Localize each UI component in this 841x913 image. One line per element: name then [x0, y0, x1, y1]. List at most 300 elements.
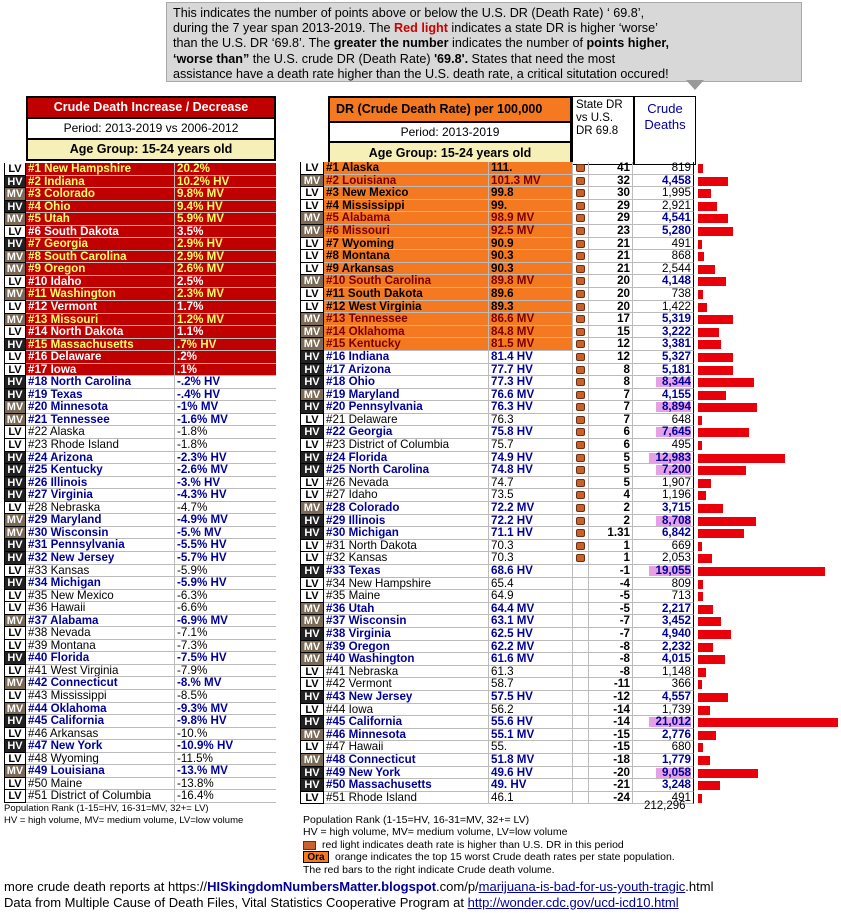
deaths-bar — [698, 227, 733, 236]
footer-report-link[interactable]: marijuana-is-bad-for-us-youth-tragic — [478, 879, 686, 894]
red-light-icon — [576, 227, 585, 235]
right-table-row — [300, 389, 841, 402]
state-name: #12 West Virginia — [324, 301, 488, 314]
deaths-bar — [698, 680, 702, 689]
dr-difference: -5 — [588, 603, 632, 616]
dr-difference: 29 — [588, 212, 632, 225]
volume-badge: LV — [4, 326, 26, 339]
percent-change: .1% — [174, 364, 276, 377]
left-table-row — [4, 426, 276, 439]
crude-deaths-cell — [632, 351, 694, 364]
right-table-row — [300, 678, 841, 691]
dr-difference: 21 — [588, 263, 632, 276]
volume-badge: LV — [4, 351, 26, 364]
light-cell — [572, 414, 588, 427]
right-table-row — [300, 452, 841, 465]
state-name: #42 Vermont — [324, 678, 488, 691]
death-rate: 55. — [488, 741, 572, 754]
dr-difference: 1.31 — [588, 527, 632, 540]
light-cell — [572, 250, 588, 263]
light-cell — [572, 767, 588, 780]
crude-deaths: 1,148 — [661, 664, 691, 678]
volume-badge: HV — [4, 577, 26, 590]
crude-deaths: 868 — [671, 249, 691, 263]
dr-difference: 20 — [588, 275, 632, 288]
light-cell — [572, 439, 588, 452]
deaths-bar — [698, 491, 706, 500]
right-table-row — [300, 225, 841, 238]
state-name: #36 Utah — [324, 603, 488, 616]
light-cell — [572, 716, 588, 729]
volume-badge: HV — [4, 452, 26, 465]
state-name: #16 Delaware — [26, 351, 174, 364]
left-table-row — [4, 351, 276, 364]
page-footer — [4, 879, 713, 911]
volume-badge: LV — [300, 238, 324, 251]
volume-badge: MV — [4, 615, 26, 628]
death-rate: 57.5 HV — [488, 691, 572, 704]
dr-difference: -15 — [588, 729, 632, 742]
death-rate: 90.9 — [488, 238, 572, 251]
death-rate: 70.3 — [488, 540, 572, 553]
death-rate: 72.2 HV — [488, 515, 572, 528]
state-name: #47 New York — [26, 740, 174, 753]
state-name: #11 Washington — [26, 288, 174, 301]
volume-badge: HV — [300, 716, 324, 729]
state-name: #8 South Carolina — [26, 251, 174, 264]
left-table-row — [4, 288, 276, 301]
left-table-title: Crude Death Increase / Decrease — [26, 96, 276, 119]
left-table-row — [4, 314, 276, 327]
percent-change: -7.3% — [174, 640, 276, 653]
death-rate: 64.4 MV — [488, 603, 572, 616]
state-name: #44 Oklahoma — [26, 703, 174, 716]
crude-deaths-cell — [632, 527, 694, 540]
state-name: #19 Texas — [26, 389, 174, 402]
state-name: #14 North Dakota — [26, 326, 174, 339]
state-name: #20 Minnesota — [26, 401, 174, 414]
crude-deaths: 809 — [671, 576, 691, 590]
light-cell — [572, 477, 588, 490]
deaths-bar — [698, 504, 723, 513]
dr-difference: 17 — [588, 313, 632, 326]
state-name: #21 Tennessee — [26, 414, 174, 427]
death-rate: 75.7 — [488, 439, 572, 452]
volume-badge: LV — [4, 426, 26, 439]
crude-deaths: 7,200 — [661, 463, 691, 477]
volume-badge: MV — [300, 389, 324, 402]
left-table-row — [4, 527, 276, 540]
light-cell — [572, 200, 588, 213]
dr-difference: 23 — [588, 225, 632, 238]
volume-badge: MV — [300, 175, 324, 188]
percent-change: -5.% MV — [174, 527, 276, 540]
state-name: #45 California — [324, 716, 488, 729]
death-rate: 74.7 — [488, 477, 572, 490]
state-name: #26 Illinois — [26, 477, 174, 490]
state-name: #33 Texas — [324, 565, 488, 578]
percent-change: -8.5% — [174, 690, 276, 703]
right-table-row — [300, 301, 841, 314]
deaths-bar — [698, 466, 746, 475]
increase-decrease-table — [4, 96, 276, 803]
deaths-bar — [698, 416, 702, 425]
dr-difference: 1 — [588, 552, 632, 565]
deaths-bar — [698, 277, 726, 286]
volume-badge: MV — [300, 212, 324, 225]
deaths-bar — [698, 655, 725, 664]
percent-change: -1.8% — [174, 426, 276, 439]
left-table-row — [4, 464, 276, 477]
death-rate: 101.3 MV — [488, 175, 572, 188]
state-name: #34 New Hampshire — [324, 578, 488, 591]
state-name: #15 Kentucky — [324, 338, 488, 351]
death-rate: 71.1 HV — [488, 527, 572, 540]
footer-source: Data from Multiple Cause of Death Files, Vital Statistics Cooperative Program at — [4, 895, 468, 910]
volume-badge: HV — [4, 464, 26, 477]
dr-difference: 12 — [588, 351, 632, 364]
state-name: #4 Mississippi — [324, 200, 488, 213]
light-cell — [572, 678, 588, 691]
volume-badge: LV — [300, 162, 324, 175]
percent-change: -9.8% HV — [174, 715, 276, 728]
left-table-row — [4, 552, 276, 565]
state-name: #27 Virginia — [26, 489, 174, 502]
volume-badge: HV — [4, 489, 26, 502]
note-line-1: This indicates the number of points above or below the U.S. DR (Death Rate) ‘ 69.8’, — [173, 6, 645, 20]
volume-badge: HV — [300, 426, 324, 439]
dr-difference: -11 — [588, 678, 632, 691]
red-light-icon — [576, 277, 585, 285]
volume-badge: LV — [300, 792, 324, 805]
state-name: #38 Nevada — [26, 627, 174, 640]
crude-deaths: 2,053 — [661, 551, 691, 565]
deaths-bar — [698, 731, 716, 740]
left-table-row — [4, 238, 276, 251]
volume-badge: HV — [300, 527, 324, 540]
left-table-row — [4, 765, 276, 778]
crude-deaths: 4,940 — [661, 626, 691, 640]
deaths-bar — [698, 693, 728, 702]
volume-badge: MV — [300, 615, 324, 628]
light-cell — [572, 578, 588, 591]
state-name: #10 Idaho — [26, 276, 174, 289]
left-table-row — [4, 715, 276, 728]
deaths-bar — [698, 403, 757, 412]
percent-change: .7% HV — [174, 339, 276, 352]
death-rate: 90.3 — [488, 263, 572, 276]
dr-difference: -14 — [588, 716, 632, 729]
crude-deaths: 2,921 — [661, 198, 691, 212]
crude-deaths-cell — [632, 691, 694, 704]
state-name: #5 Alabama — [324, 212, 488, 225]
death-rate: 81.5 MV — [488, 338, 572, 351]
percent-change: -1.8% — [174, 439, 276, 452]
volume-badge: LV — [4, 276, 26, 289]
red-light-icon — [576, 554, 585, 562]
state-name: #25 Kentucky — [26, 464, 174, 477]
right-table-row — [300, 716, 841, 729]
percent-change: 20.2% — [174, 163, 276, 176]
light-cell — [572, 364, 588, 377]
death-rate: 74.9 HV — [488, 452, 572, 465]
right-table-row — [300, 338, 841, 351]
right-table-row — [300, 162, 841, 175]
light-cell — [572, 351, 588, 364]
right-table-row — [300, 464, 841, 477]
red-light-icon — [576, 315, 585, 323]
volume-badge: HV — [300, 452, 324, 465]
deaths-bar — [698, 756, 710, 765]
right-foot-volume: HV = high volume, MV= medium volume, LV=low volume — [303, 826, 568, 839]
crude-deaths: 819 — [671, 161, 691, 174]
volume-badge: LV — [4, 590, 26, 603]
state-name: #30 Wisconsin — [26, 527, 174, 540]
percent-change: -9.3% MV — [174, 703, 276, 716]
percent-change: -13.% MV — [174, 765, 276, 778]
left-table-row — [4, 251, 276, 264]
volume-badge: HV — [4, 176, 26, 189]
crude-deaths: 491 — [671, 236, 691, 250]
volume-badge: LV — [4, 690, 26, 703]
crude-deaths: 2,232 — [661, 639, 691, 653]
light-cell — [572, 338, 588, 351]
crude-deaths-cell — [632, 376, 694, 389]
footer-blog-link[interactable]: HISkingdomNumbersMatter.blogspot — [207, 879, 437, 894]
percent-change: -13.8% — [174, 778, 276, 791]
deaths-bar — [698, 315, 733, 324]
light-cell — [572, 389, 588, 402]
deaths-bar — [698, 177, 728, 186]
deaths-bar — [698, 479, 711, 488]
dr-difference: -8 — [588, 653, 632, 666]
death-rate: 70.3 — [488, 552, 572, 565]
percent-change: 1.7% — [174, 301, 276, 314]
percent-change: 2.9% MV — [174, 251, 276, 264]
percent-change: 9.8% MV — [174, 188, 276, 201]
state-name: #45 California — [26, 715, 174, 728]
percent-change: 9.4% HV — [174, 201, 276, 214]
note-points-higher: points higher, — [586, 36, 670, 51]
right-table-row — [300, 200, 841, 213]
death-rate: 90.3 — [488, 250, 572, 263]
footer-path: .com/p/ — [436, 879, 479, 894]
note-us-rate: '69.8'. — [434, 51, 469, 66]
right-table-row — [300, 502, 841, 515]
light-cell — [572, 792, 588, 805]
crude-deaths: 669 — [671, 538, 691, 552]
red-light-icon — [576, 252, 585, 260]
dr-difference: 5 — [588, 464, 632, 477]
crude-deaths-cell — [632, 565, 694, 578]
volume-badge: LV — [300, 439, 324, 452]
percent-change: -4.3% HV — [174, 489, 276, 502]
crude-deaths: 738 — [671, 286, 691, 300]
left-table-row — [4, 640, 276, 653]
red-light-icon — [576, 214, 585, 222]
right-table-row — [300, 212, 841, 225]
state-name: #13 Missouri — [26, 314, 174, 327]
volume-badge: LV — [300, 578, 324, 591]
light-cell — [572, 590, 588, 603]
dr-difference: 29 — [588, 200, 632, 213]
state-name: #35 New Mexico — [26, 590, 174, 603]
crude-deaths: 491 — [671, 790, 691, 804]
left-table-row — [4, 652, 276, 665]
crude-deaths-cell — [632, 401, 694, 414]
left-table-row — [4, 728, 276, 741]
volume-badge: HV — [300, 401, 324, 414]
death-rate: 84.8 MV — [488, 326, 572, 339]
percent-change: -5.7% HV — [174, 552, 276, 565]
percent-change: -8.% MV — [174, 677, 276, 690]
state-name: #25 North Carolina — [324, 464, 488, 477]
state-name: #47 Hawaii — [324, 741, 488, 754]
deaths-bar — [698, 718, 838, 727]
state-name: #16 Indiana — [324, 351, 488, 364]
volume-badge: MV — [4, 677, 26, 690]
light-cell — [572, 175, 588, 188]
volume-badge: LV — [4, 790, 26, 803]
right-footnote — [303, 814, 675, 876]
deaths-bar — [698, 454, 785, 463]
right-table-title: DR (Crude Death Rate) per 100,000 — [328, 96, 572, 123]
right-table-row — [300, 313, 841, 326]
percent-change: .2% — [174, 351, 276, 364]
volume-badge: LV — [300, 187, 324, 200]
crude-deaths: 4,458 — [661, 173, 691, 187]
crude-deaths-cell — [632, 288, 694, 301]
state-name: #32 New Jersey — [26, 552, 174, 565]
state-name: #18 Ohio — [324, 376, 488, 389]
light-cell — [572, 653, 588, 666]
red-light-icon — [576, 416, 585, 424]
red-light-icon — [576, 479, 585, 487]
dr-difference: 20 — [588, 288, 632, 301]
deaths-bar — [698, 428, 749, 437]
left-table-row — [4, 565, 276, 578]
volume-badge: HV — [300, 364, 324, 377]
light-cell — [572, 313, 588, 326]
light-cell — [572, 779, 588, 792]
red-light-icon — [576, 529, 585, 537]
left-table-row — [4, 502, 276, 515]
volume-badge: MV — [4, 263, 26, 276]
light-cell — [572, 301, 588, 314]
deaths-bar — [698, 794, 702, 803]
state-name: #7 Wyoming — [324, 238, 488, 251]
state-name: #35 Maine — [324, 590, 488, 603]
deaths-bar — [698, 340, 721, 349]
deaths-bar — [698, 643, 713, 652]
dr-difference: -7 — [588, 615, 632, 628]
state-name: #10 South Carolina — [324, 275, 488, 288]
death-rate: 58.7 — [488, 678, 572, 691]
light-cell — [572, 641, 588, 654]
crude-deaths: 3,381 — [661, 337, 691, 351]
crude-deaths: 7,645 — [661, 425, 691, 439]
deaths-bar — [698, 554, 712, 563]
volume-badge: LV — [4, 163, 26, 176]
volume-badge: HV — [300, 351, 324, 364]
red-light-icon — [576, 240, 585, 248]
left-table-row — [4, 590, 276, 603]
volume-badge: MV — [300, 275, 324, 288]
crude-deaths-cell — [632, 225, 694, 238]
volume-badge: LV — [300, 200, 324, 213]
right-table-row — [300, 439, 841, 452]
light-cell — [572, 729, 588, 742]
crude-deaths: 1,422 — [661, 299, 691, 313]
death-rate: 62.5 HV — [488, 628, 572, 641]
crude-deaths: 5,327 — [661, 349, 691, 363]
legend-orange-text: orange indicates the top 15 worst Crude death rates per state population. — [335, 851, 675, 864]
crude-deaths: 3,248 — [661, 778, 691, 792]
state-name: #13 Tennessee — [324, 313, 488, 326]
volume-badge: MV — [300, 326, 324, 339]
state-name: #18 North Carolina — [26, 376, 174, 389]
volume-badge: LV — [300, 250, 324, 263]
left-table-row — [4, 326, 276, 339]
footer-cdc-link[interactable]: http://wonder.cdc.gov/ucd-icd10.html — [467, 895, 679, 910]
deaths-bar — [698, 265, 715, 274]
death-rate: 62.2 MV — [488, 641, 572, 654]
state-name: #26 Nevada — [324, 477, 488, 490]
volume-badge: LV — [300, 666, 324, 679]
crude-deaths-cell — [632, 754, 694, 767]
red-light-icon — [576, 542, 585, 550]
crude-deaths-cell — [632, 590, 694, 603]
left-table-row — [4, 690, 276, 703]
left-table-row — [4, 401, 276, 414]
left-table-row — [4, 263, 276, 276]
percent-change: -1.6% MV — [174, 414, 276, 427]
percent-change: -7.1% — [174, 627, 276, 640]
light-cell — [572, 489, 588, 502]
volume-badge: MV — [4, 288, 26, 301]
dr-difference: 30 — [588, 187, 632, 200]
red-light-icon — [576, 177, 585, 185]
right-table-row — [300, 238, 841, 251]
right-table-row — [300, 666, 841, 679]
crude-deaths-header: Crude Deaths — [634, 96, 696, 165]
dr-difference: 20 — [588, 301, 632, 314]
deaths-bar — [698, 164, 703, 173]
right-foot-rank: Population Rank (1-15=HV, 16-31=MV, 32+= LV) — [303, 814, 530, 826]
deaths-bar — [698, 391, 726, 400]
light-cell — [572, 212, 588, 225]
light-cell — [572, 187, 588, 200]
right-table-row — [300, 414, 841, 427]
death-rate: 99. — [488, 200, 572, 213]
left-table-row — [4, 389, 276, 402]
right-table-row — [300, 250, 841, 263]
death-rate: 99.8 — [488, 187, 572, 200]
red-light-icon — [576, 491, 585, 499]
volume-badge: LV — [300, 477, 324, 490]
dr-difference: 21 — [588, 250, 632, 263]
crude-deaths: 1,196 — [661, 488, 691, 502]
light-cell — [572, 666, 588, 679]
crude-deaths: 2,544 — [661, 261, 691, 275]
crude-deaths: 4,015 — [661, 652, 691, 666]
dr-difference: 8 — [588, 364, 632, 377]
crude-deaths: 713 — [671, 589, 691, 603]
state-name: #2 Louisiana — [324, 175, 488, 188]
volume-badge: LV — [4, 665, 26, 678]
percent-change: 2.9% HV — [174, 238, 276, 251]
light-cell — [572, 552, 588, 565]
